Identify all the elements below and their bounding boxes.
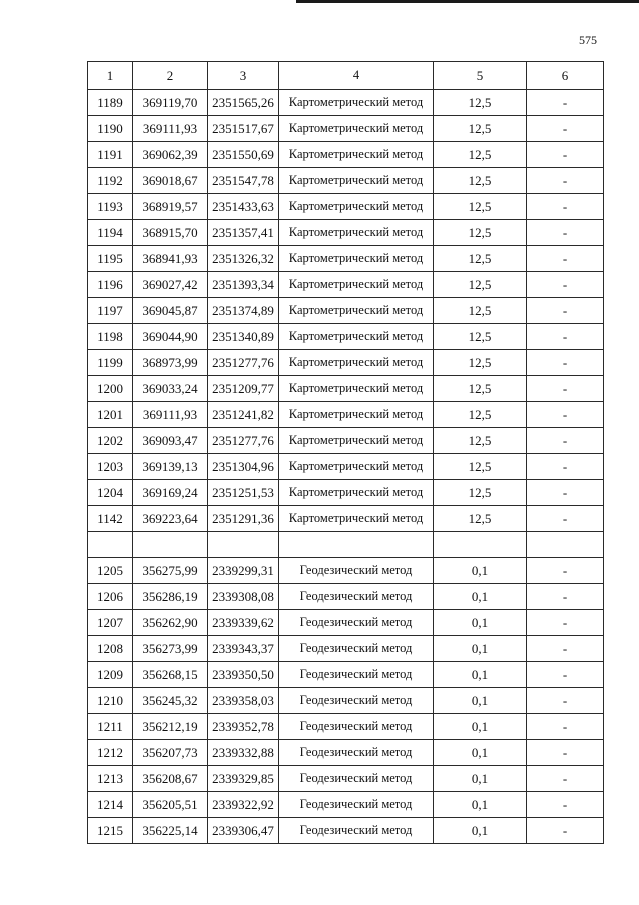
method-cell: Картометрический метод: [279, 220, 434, 246]
accuracy-cell: 12,5: [434, 480, 527, 506]
x-coordinate-cell: 356286,19: [133, 584, 208, 610]
x-coordinate-cell: 368915,70: [133, 220, 208, 246]
point-number-cell: 1208: [88, 636, 133, 662]
point-number-cell: 1205: [88, 558, 133, 584]
note-cell: -: [527, 636, 604, 662]
y-coordinate-cell: 2339350,50: [208, 662, 279, 688]
method-cell: Картометрический метод: [279, 194, 434, 220]
note-cell: -: [527, 688, 604, 714]
note-cell: -: [527, 90, 604, 116]
note-cell: -: [527, 662, 604, 688]
point-number-cell: 1199: [88, 350, 133, 376]
point-number-cell: 1206: [88, 584, 133, 610]
page-number: 575: [579, 33, 597, 47]
point-number-cell: 1193: [88, 194, 133, 220]
point-number-cell: 1201: [88, 402, 133, 428]
point-number-cell: 1142: [88, 506, 133, 532]
method-cell: Картометрический метод: [279, 168, 434, 194]
x-coordinate-cell: 369018,67: [133, 168, 208, 194]
accuracy-cell: 12,5: [434, 246, 527, 272]
y-coordinate-cell: 2351277,76: [208, 350, 279, 376]
table-row: [88, 324, 604, 350]
table-row: [88, 662, 604, 688]
y-coordinate-cell: 2351241,82: [208, 402, 279, 428]
accuracy-cell: 0,1: [434, 688, 527, 714]
method-cell: Геодезический метод: [279, 714, 434, 740]
y-coordinate-cell: 2351251,53: [208, 480, 279, 506]
note-cell: -: [527, 350, 604, 376]
x-coordinate-cell: 369111,93: [133, 402, 208, 428]
x-coordinate-cell: 356262,90: [133, 610, 208, 636]
y-coordinate-cell: 2339299,31: [208, 558, 279, 584]
method-cell: Геодезический метод: [279, 688, 434, 714]
table-row: [88, 792, 604, 818]
note-cell: -: [527, 558, 604, 584]
y-coordinate-cell: 2339322,92: [208, 792, 279, 818]
table-row: [88, 740, 604, 766]
y-coordinate-cell: 2351326,32: [208, 246, 279, 272]
accuracy-cell: 12,5: [434, 428, 527, 454]
x-coordinate-cell: 368941,93: [133, 246, 208, 272]
accuracy-cell: 0,1: [434, 740, 527, 766]
x-coordinate-cell: 369045,87: [133, 298, 208, 324]
note-cell: -: [527, 584, 604, 610]
note-cell: -: [527, 220, 604, 246]
note-cell: -: [527, 142, 604, 168]
note-cell: -: [527, 428, 604, 454]
table-row: [88, 116, 604, 142]
y-coordinate-cell: 2351433,63: [208, 194, 279, 220]
y-coordinate-cell: 2339332,88: [208, 740, 279, 766]
point-number-cell: 1197: [88, 298, 133, 324]
x-coordinate-cell: 369093,47: [133, 428, 208, 454]
table-row: [88, 142, 604, 168]
accuracy-cell: 12,5: [434, 350, 527, 376]
empty-cell: [88, 532, 133, 558]
method-cell: Картометрический метод: [279, 116, 434, 142]
point-number-cell: 1203: [88, 454, 133, 480]
method-cell: Картометрический метод: [279, 246, 434, 272]
x-coordinate-cell: 369027,42: [133, 272, 208, 298]
x-coordinate-cell: 356208,67: [133, 766, 208, 792]
method-cell: Картометрический метод: [279, 480, 434, 506]
x-coordinate-cell: 356212,19: [133, 714, 208, 740]
table-row: [88, 272, 604, 298]
accuracy-cell: 0,1: [434, 766, 527, 792]
empty-cell: [527, 532, 604, 558]
header-cell-4: 4: [279, 62, 434, 90]
note-cell: -: [527, 324, 604, 350]
table-row: [88, 636, 604, 662]
note-cell: -: [527, 740, 604, 766]
accuracy-cell: 12,5: [434, 454, 527, 480]
table-row: [88, 714, 604, 740]
note-cell: -: [527, 506, 604, 532]
header-cell-5: 5: [434, 62, 527, 90]
table-row: [88, 194, 604, 220]
accuracy-cell: 12,5: [434, 168, 527, 194]
point-number-cell: 1211: [88, 714, 133, 740]
x-coordinate-cell: 369111,93: [133, 116, 208, 142]
point-number-cell: 1200: [88, 376, 133, 402]
empty-cell: [434, 532, 527, 558]
method-cell: Картометрический метод: [279, 142, 434, 168]
point-number-cell: 1202: [88, 428, 133, 454]
x-coordinate-cell: 369139,13: [133, 454, 208, 480]
table-row: [88, 818, 604, 844]
table-row: [88, 454, 604, 480]
note-cell: -: [527, 766, 604, 792]
y-coordinate-cell: 2351374,89: [208, 298, 279, 324]
point-number-cell: 1196: [88, 272, 133, 298]
x-coordinate-cell: 369062,39: [133, 142, 208, 168]
accuracy-cell: 12,5: [434, 324, 527, 350]
method-cell: Геодезический метод: [279, 818, 434, 844]
y-coordinate-cell: 2339352,78: [208, 714, 279, 740]
x-coordinate-cell: 356268,15: [133, 662, 208, 688]
accuracy-cell: 12,5: [434, 220, 527, 246]
scan-top-edge-rule: [296, 0, 639, 3]
y-coordinate-cell: 2339358,03: [208, 688, 279, 714]
note-cell: -: [527, 402, 604, 428]
note-cell: -: [527, 454, 604, 480]
x-coordinate-cell: 356273,99: [133, 636, 208, 662]
y-coordinate-cell: 2351277,76: [208, 428, 279, 454]
header-cell-2: 2: [133, 62, 208, 90]
method-cell: Картометрический метод: [279, 272, 434, 298]
table-header-row: [88, 62, 604, 90]
x-coordinate-cell: 356207,73: [133, 740, 208, 766]
header-cell-1: 1: [88, 62, 133, 90]
accuracy-cell: 0,1: [434, 636, 527, 662]
x-coordinate-cell: 356225,14: [133, 818, 208, 844]
table-row: [88, 298, 604, 324]
method-cell: Картометрический метод: [279, 454, 434, 480]
section-separator-row: [88, 532, 604, 558]
accuracy-cell: 12,5: [434, 298, 527, 324]
table-row: [88, 558, 604, 584]
method-cell: Геодезический метод: [279, 636, 434, 662]
method-cell: Картометрический метод: [279, 402, 434, 428]
method-cell: Геодезический метод: [279, 766, 434, 792]
table-row: [88, 428, 604, 454]
empty-cell: [208, 532, 279, 558]
x-coordinate-cell: 369033,24: [133, 376, 208, 402]
method-cell: Геодезический метод: [279, 584, 434, 610]
x-coordinate-cell: 369223,64: [133, 506, 208, 532]
y-coordinate-cell: 2351340,89: [208, 324, 279, 350]
table-row: [88, 402, 604, 428]
accuracy-cell: 0,1: [434, 558, 527, 584]
accuracy-cell: 12,5: [434, 506, 527, 532]
y-coordinate-cell: 2339308,08: [208, 584, 279, 610]
method-cell: Геодезический метод: [279, 610, 434, 636]
x-coordinate-cell: 368919,57: [133, 194, 208, 220]
y-coordinate-cell: 2339329,85: [208, 766, 279, 792]
table-row: [88, 610, 604, 636]
accuracy-cell: 12,5: [434, 90, 527, 116]
point-number-cell: 1212: [88, 740, 133, 766]
table-row: [88, 168, 604, 194]
method-cell: Картометрический метод: [279, 324, 434, 350]
y-coordinate-cell: 2351517,67: [208, 116, 279, 142]
point-number-cell: 1215: [88, 818, 133, 844]
note-cell: -: [527, 818, 604, 844]
table-row: [88, 766, 604, 792]
note-cell: -: [527, 376, 604, 402]
empty-cell: [133, 532, 208, 558]
note-cell: -: [527, 116, 604, 142]
note-cell: -: [527, 610, 604, 636]
point-number-cell: 1207: [88, 610, 133, 636]
table-row: [88, 584, 604, 610]
coordinates-table-body: [88, 62, 604, 844]
note-cell: -: [527, 272, 604, 298]
y-coordinate-cell: 2351304,96: [208, 454, 279, 480]
point-number-cell: 1214: [88, 792, 133, 818]
note-cell: -: [527, 194, 604, 220]
note-cell: -: [527, 480, 604, 506]
x-coordinate-cell: 356275,99: [133, 558, 208, 584]
y-coordinate-cell: 2351550,69: [208, 142, 279, 168]
accuracy-cell: 0,1: [434, 818, 527, 844]
accuracy-cell: 0,1: [434, 584, 527, 610]
table-row: [88, 480, 604, 506]
table-row: [88, 350, 604, 376]
y-coordinate-cell: 2351357,41: [208, 220, 279, 246]
note-cell: -: [527, 792, 604, 818]
point-number-cell: 1198: [88, 324, 133, 350]
method-cell: Картометрический метод: [279, 298, 434, 324]
y-coordinate-cell: 2339306,47: [208, 818, 279, 844]
x-coordinate-cell: 369044,90: [133, 324, 208, 350]
x-coordinate-cell: 368973,99: [133, 350, 208, 376]
point-number-cell: 1189: [88, 90, 133, 116]
table-row: [88, 220, 604, 246]
coordinates-table: [87, 61, 604, 844]
point-number-cell: 1210: [88, 688, 133, 714]
accuracy-cell: 12,5: [434, 194, 527, 220]
accuracy-cell: 12,5: [434, 272, 527, 298]
y-coordinate-cell: 2351565,26: [208, 90, 279, 116]
table-row: [88, 246, 604, 272]
y-coordinate-cell: 2351393,34: [208, 272, 279, 298]
method-cell: Картометрический метод: [279, 506, 434, 532]
point-number-cell: 1209: [88, 662, 133, 688]
accuracy-cell: 12,5: [434, 376, 527, 402]
y-coordinate-cell: 2351547,78: [208, 168, 279, 194]
y-coordinate-cell: 2339339,62: [208, 610, 279, 636]
accuracy-cell: 12,5: [434, 402, 527, 428]
point-number-cell: 1192: [88, 168, 133, 194]
point-number-cell: 1194: [88, 220, 133, 246]
accuracy-cell: 0,1: [434, 792, 527, 818]
method-cell: Геодезический метод: [279, 558, 434, 584]
point-number-cell: 1213: [88, 766, 133, 792]
y-coordinate-cell: 2351291,36: [208, 506, 279, 532]
empty-cell: [279, 532, 434, 558]
method-cell: Картометрический метод: [279, 350, 434, 376]
table-row: [88, 90, 604, 116]
accuracy-cell: 12,5: [434, 116, 527, 142]
x-coordinate-cell: 369169,24: [133, 480, 208, 506]
note-cell: -: [527, 714, 604, 740]
method-cell: Картометрический метод: [279, 428, 434, 454]
table-row: [88, 376, 604, 402]
method-cell: Геодезический метод: [279, 740, 434, 766]
y-coordinate-cell: 2339343,37: [208, 636, 279, 662]
point-number-cell: 1191: [88, 142, 133, 168]
accuracy-cell: 0,1: [434, 662, 527, 688]
accuracy-cell: 12,5: [434, 142, 527, 168]
method-cell: Картометрический метод: [279, 90, 434, 116]
method-cell: Геодезический метод: [279, 662, 434, 688]
y-coordinate-cell: 2351209,77: [208, 376, 279, 402]
table-row: [88, 688, 604, 714]
note-cell: -: [527, 168, 604, 194]
method-cell: Картометрический метод: [279, 376, 434, 402]
x-coordinate-cell: 356205,51: [133, 792, 208, 818]
accuracy-cell: 0,1: [434, 714, 527, 740]
point-number-cell: 1195: [88, 246, 133, 272]
x-coordinate-cell: 369119,70: [133, 90, 208, 116]
accuracy-cell: 0,1: [434, 610, 527, 636]
point-number-cell: 1204: [88, 480, 133, 506]
note-cell: -: [527, 246, 604, 272]
method-cell: Геодезический метод: [279, 792, 434, 818]
x-coordinate-cell: 356245,32: [133, 688, 208, 714]
header-cell-6: 6: [527, 62, 604, 90]
header-cell-3: 3: [208, 62, 279, 90]
table-row: [88, 506, 604, 532]
note-cell: -: [527, 298, 604, 324]
point-number-cell: 1190: [88, 116, 133, 142]
